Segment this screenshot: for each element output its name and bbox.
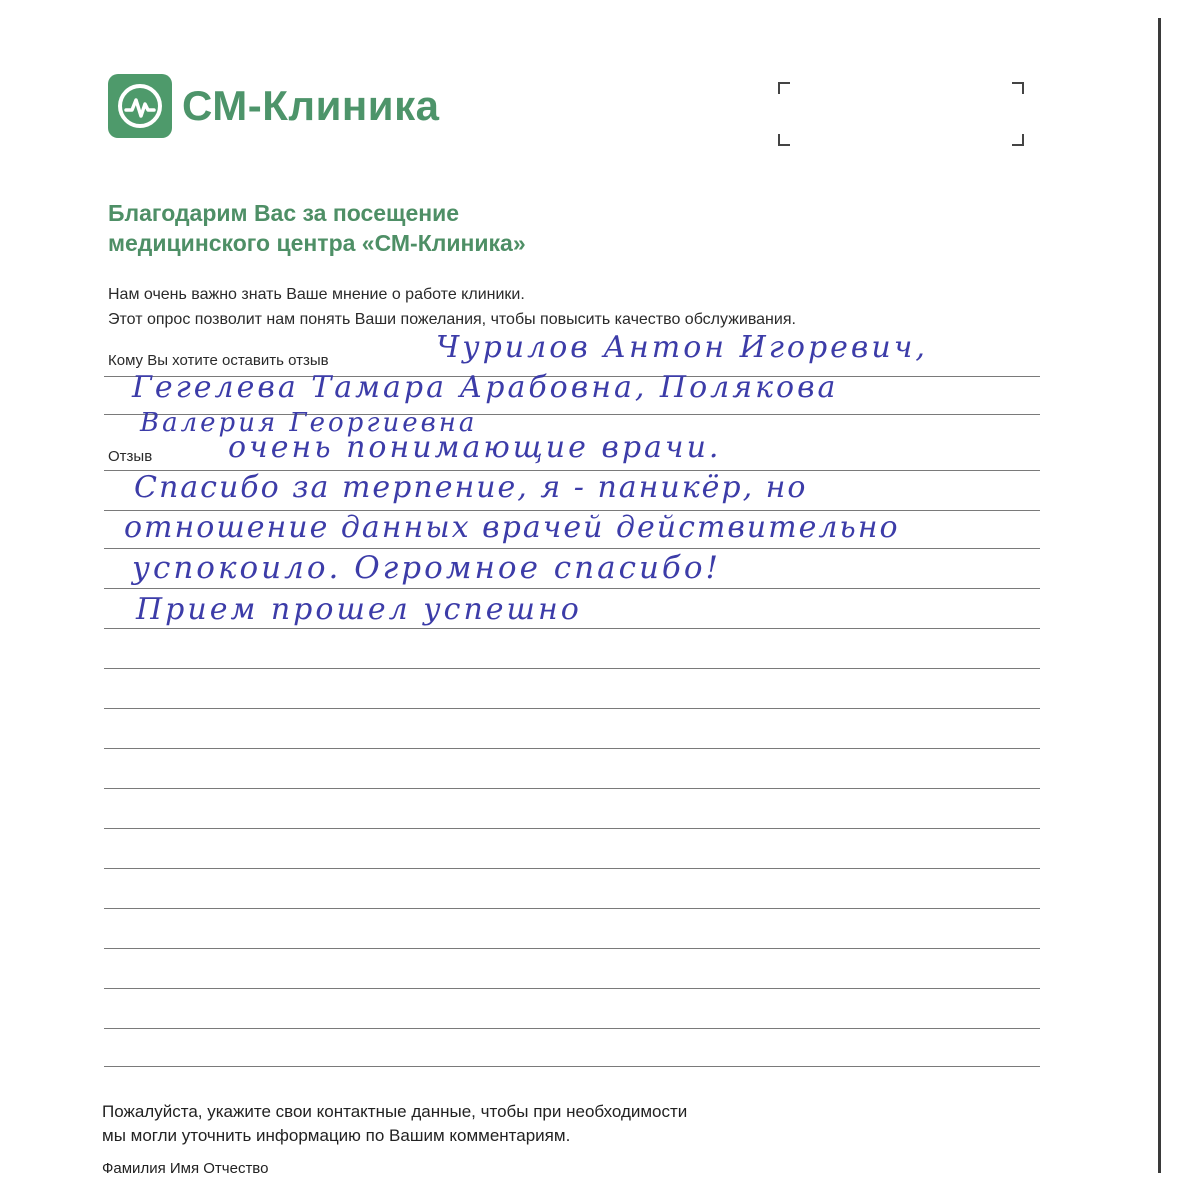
recipient-label: Кому Вы хотите оставить отзыв	[108, 352, 329, 369]
stethoscope-wave-icon	[108, 74, 172, 138]
code-box-corner	[1012, 82, 1024, 94]
full-name-label: Фамилия Имя Отчество	[102, 1160, 269, 1177]
handwritten-line: Спасибо за терпение, я - паникёр, но	[134, 470, 808, 505]
writing-line	[104, 948, 1040, 949]
writing-line	[104, 828, 1040, 829]
writing-line	[104, 708, 1040, 709]
heading-line-2: медицинского центра «СМ-Клиника»	[108, 230, 526, 256]
handwritten-line: отношение данных врачей действительно	[124, 510, 900, 545]
brand-name: СМ-Клиника	[182, 82, 440, 129]
heading-line-1: Благодарим Вас за посещение	[108, 200, 460, 226]
writing-line	[104, 908, 1040, 909]
writing-line	[104, 748, 1040, 749]
writing-line	[104, 628, 1040, 629]
handwritten-line: очень понимающие врачи.	[228, 430, 722, 465]
handwritten-line: Прием прошел успешно	[136, 592, 582, 627]
writing-line	[104, 548, 1040, 549]
writing-line	[104, 1066, 1040, 1067]
handwritten-line: Валерия Георгиевна	[140, 408, 478, 438]
code-box-corner	[1012, 134, 1024, 146]
intro-text	[108, 282, 796, 332]
scan-edge-line	[1158, 18, 1161, 1173]
intro-line-1: Нам очень важно знать Ваше мнение о работе клиники.	[108, 286, 525, 303]
code-box-corner	[778, 82, 790, 94]
contact-instructions	[102, 1100, 687, 1148]
handwritten-line: Чурилов Антон Игоревич,	[436, 330, 928, 365]
code-box-corner	[778, 134, 790, 146]
writing-line	[104, 868, 1040, 869]
clinic-logo	[108, 74, 439, 138]
handwritten-line: Гегелева Тамара Арабовна, Полякова	[132, 370, 839, 405]
handwritten-line: успокоило. Огромное спасибо!	[132, 550, 721, 586]
writing-line	[104, 1028, 1040, 1029]
intro-line-2: Этот опрос позволит нам понять Ваши пожелания, чтобы повысить качество обслуживания.	[108, 311, 796, 328]
writing-line	[104, 788, 1040, 789]
thank-you-heading	[108, 198, 526, 258]
review-label: Отзыв	[108, 448, 153, 465]
contact-line-1: Пожалуйста, укажите свои контактные данные, чтобы при необходимости	[102, 1102, 688, 1121]
contact-line-2: мы могли уточнить информацию по Вашим комментариям.	[102, 1126, 571, 1145]
writing-line	[104, 588, 1040, 589]
writing-line	[104, 988, 1040, 989]
writing-line	[104, 668, 1040, 669]
